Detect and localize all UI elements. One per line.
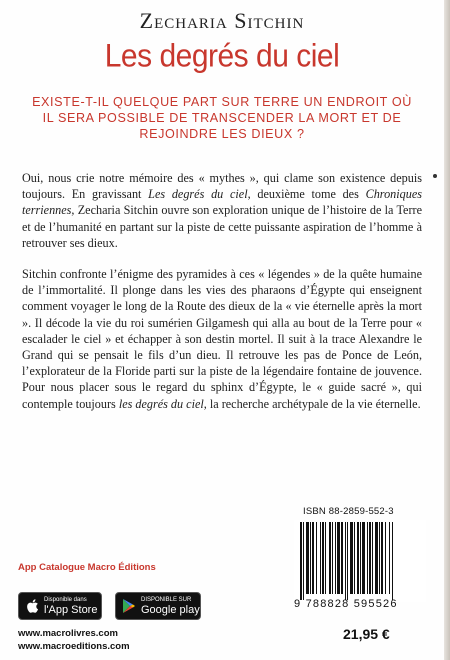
book-title: Les degrés du ciel <box>104 38 340 75</box>
barcode-bar <box>350 522 353 594</box>
dot-mark <box>433 174 437 178</box>
barcode-bar <box>369 522 371 594</box>
barcode-digits: 9 788828 595526 <box>294 598 398 610</box>
text-run: Sitchin confronte l’énigme des pyramides à ces « légendes » de la quête humaine de l’immortalité. Il plonge dans les vies des pharaons d’Égypte qui enseignent comment voyager le long de la Route des dieux de la « vie éternelle après la mort ». Il décode la vie du roi sumérien Gilgamesh qui alla au bout de la Terre pour « escalader le ciel » et échapper à son destin mortel. Il suit à la trace Alexandre le Grand qui se pensait le fils d’un dieu. Il retrouve les pas de Ponce de León, l’explorateur de la Floride parti sur la piste de la légendaire fontaine de jouvence. Pour nous placer sous le regard du sphinx d’Égypte, le « guide sacré », qui contemple toujours <box>22 267 422 411</box>
italic-title-run: Les degrés du ciel <box>148 187 248 202</box>
teaser-question: EXISTE-T-IL QUELQUE PART SUR TERRE UN ENDROIT OÙ IL SERA POSSIBLE DE TRANSCENDER LA MORT ET DE REJOINDRE LES DIEUX ? <box>32 95 412 141</box>
app-catalogue-label: App Catalogue Macro Éditions <box>18 562 156 573</box>
barcode-bar <box>381 522 383 594</box>
author-name: Zecharia Sitchin <box>139 8 305 33</box>
barcode-bar <box>310 522 311 594</box>
blurb-paragraph-1 <box>22 170 422 251</box>
text-run: Oui, nous crie notre mémoire des « mythes », qui clame son existence depuis toujours. En gravissant <box>22 171 422 202</box>
barcode-bar <box>372 522 373 594</box>
app-store-big: l'App Store <box>44 603 98 616</box>
google-play-big: Google play <box>141 603 200 616</box>
barcode-bar <box>392 522 393 600</box>
italic-title-run: les degrés du ciel <box>118 396 204 411</box>
barcode-bar <box>320 522 321 594</box>
barcode-bar <box>367 522 368 594</box>
barcode-bar <box>335 522 336 594</box>
barcode-bar <box>347 522 348 600</box>
google-play-text <box>141 597 200 616</box>
barcode-bar <box>325 522 326 594</box>
barcode-bar <box>329 522 331 594</box>
barcode-bar <box>322 522 324 594</box>
blurb-paragraph-2 <box>22 266 422 412</box>
barcode-bar <box>375 522 378 594</box>
google-play-small: DISPONIBLE SUR <box>141 596 192 603</box>
italic-title-run: Chroniques terriennes <box>22 187 423 218</box>
barcode-bar <box>337 522 340 594</box>
app-store-text <box>44 597 97 616</box>
barcode-bar <box>316 522 317 594</box>
barcode-bar <box>345 522 346 600</box>
apple-icon <box>25 598 39 614</box>
barcode-bar <box>389 522 390 594</box>
barcode-bar <box>354 522 355 594</box>
barcode-bar <box>332 522 333 594</box>
spine-edge <box>444 0 450 660</box>
barcode-bar <box>303 522 304 600</box>
barcode <box>294 520 426 602</box>
isbn-label: ISBN 88-2859-552-3 <box>303 506 394 517</box>
barcode-bar <box>360 522 361 594</box>
price: 21,95 € <box>343 626 390 642</box>
barcode-bar <box>362 522 365 594</box>
google-play-icon <box>122 598 136 614</box>
app-store-small: Disponible dans <box>44 596 87 603</box>
barcode-bar <box>312 522 314 594</box>
google-play-badge[interactable] <box>115 592 201 620</box>
text-run: , Zecharia Sitchin ouvre son exploration unique de l’histoire de la Terre et de l’humanité en partant sur la piste de cette puissante aspiration de l’homme à retrouver ses dieux. <box>22 203 422 250</box>
text-run: , la recherche archétypale de la vie éternelle. <box>203 396 421 411</box>
barcode-bar <box>385 522 386 594</box>
website-link-1[interactable]: www.macrolivres.com <box>18 628 118 639</box>
barcode-bar <box>306 522 309 594</box>
app-store-badge[interactable] <box>18 592 102 620</box>
text-run: , deuxième tome des <box>247 187 366 202</box>
website-link-2[interactable]: www.macroeditions.com <box>18 641 130 652</box>
barcode-bar <box>357 522 359 594</box>
barcode-bar <box>300 522 302 600</box>
barcode-bar <box>341 522 343 594</box>
barcode-bar <box>379 522 380 594</box>
